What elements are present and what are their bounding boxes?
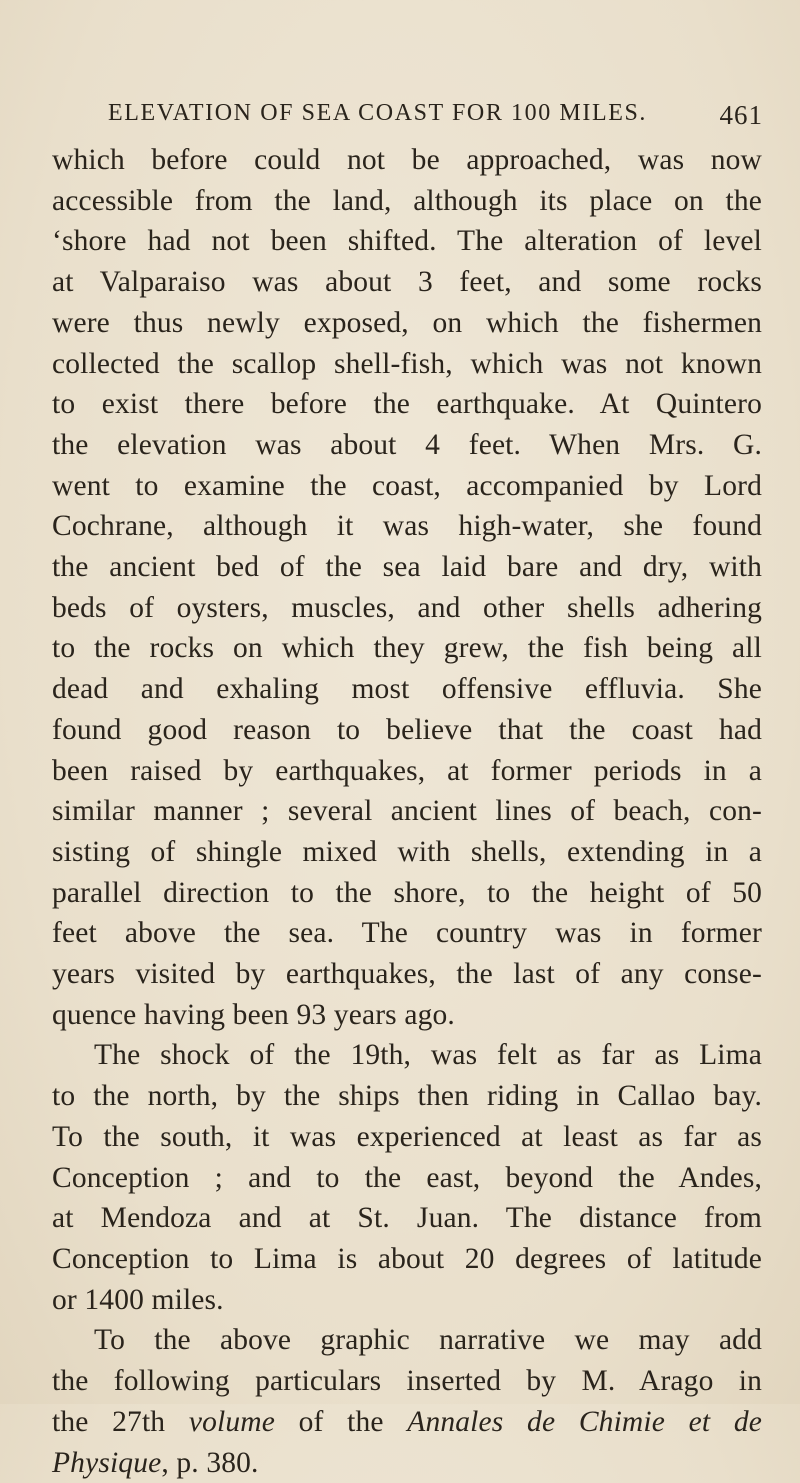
text-span: the 27th bbox=[52, 1406, 189, 1438]
text-line: beds of oysters, muscles, and other shells adhering bbox=[52, 588, 762, 629]
text-line: which before could not be approached, was now bbox=[52, 140, 762, 181]
text-line bbox=[52, 1402, 762, 1443]
page-number: 461 bbox=[720, 100, 764, 131]
body-text bbox=[52, 140, 762, 1483]
text-line: dead and exhaling most offensive effluvia. She bbox=[52, 669, 762, 710]
text-line: to the north, by the ships then riding in Callao bay. bbox=[52, 1076, 762, 1117]
text-line: The shock of the 19th, was felt as far as Lima bbox=[52, 1035, 762, 1076]
italic-text: Annales de Chimie et de bbox=[407, 1406, 762, 1438]
text-line: similar manner ; several ancient lines of beach, con- bbox=[52, 791, 762, 832]
text-line: the ancient bed of the sea laid bare and dry, with bbox=[52, 547, 762, 588]
text-line: Conception to Lima is about 20 degrees of latitude bbox=[52, 1239, 762, 1280]
text-line: Conception ; and to the east, beyond the Andes, bbox=[52, 1158, 762, 1199]
text-line: To the south, it was experienced at least as far as bbox=[52, 1117, 762, 1158]
text-line: To the above graphic narrative we may add bbox=[52, 1320, 762, 1361]
text-line: the following particulars inserted by M. Arago in bbox=[52, 1361, 762, 1402]
text-line: Cochrane, although it was high-water, she found bbox=[52, 506, 762, 547]
text-line: at Valparaiso was about 3 feet, and some rocks bbox=[52, 262, 762, 303]
text-line: the elevation was about 4 feet. When Mrs. G. bbox=[52, 425, 762, 466]
text-span: , p. 380. bbox=[161, 1447, 258, 1479]
text-line: at Mendoza and at St. Juan. The distance from bbox=[52, 1198, 762, 1239]
text-line: accessible from the land, although its place on the bbox=[52, 181, 762, 222]
text-line: feet above the sea. The country was in former bbox=[52, 913, 762, 954]
text-line: quence having been 93 years ago. bbox=[52, 995, 762, 1036]
text-line: to exist there before the earthquake. At Quintero bbox=[52, 384, 762, 425]
text-line bbox=[52, 1443, 762, 1483]
text-line: been raised by earthquakes, at former periods in a bbox=[52, 751, 762, 792]
text-line: parallel direction to the shore, to the height of 50 bbox=[52, 873, 762, 914]
italic-text: volume bbox=[189, 1406, 275, 1438]
running-head-title: ELEVATION OF SEA COAST FOR 100 MILES. bbox=[108, 100, 647, 127]
text-span: of the bbox=[275, 1406, 407, 1438]
running-head bbox=[108, 100, 763, 140]
text-line: were thus newly exposed, on which the fishermen bbox=[52, 303, 762, 344]
text-line: to the rocks on which they grew, the fish being all bbox=[52, 628, 762, 669]
text-line: collected the scallop shell-fish, which was not known bbox=[52, 344, 762, 385]
text-line: found good reason to believe that the coast had bbox=[52, 710, 762, 751]
text-line: years visited by earthquakes, the last of any conse- bbox=[52, 954, 762, 995]
text-line: or 1400 miles. bbox=[52, 1280, 762, 1321]
text-line: went to examine the coast, accompanied by Lord bbox=[52, 466, 762, 507]
text-line: ‘shore had not been shifted. The alteration of level bbox=[52, 221, 762, 262]
text-line: sisting of shingle mixed with shells, extending in a bbox=[52, 832, 762, 873]
italic-text: Physique bbox=[52, 1447, 161, 1479]
